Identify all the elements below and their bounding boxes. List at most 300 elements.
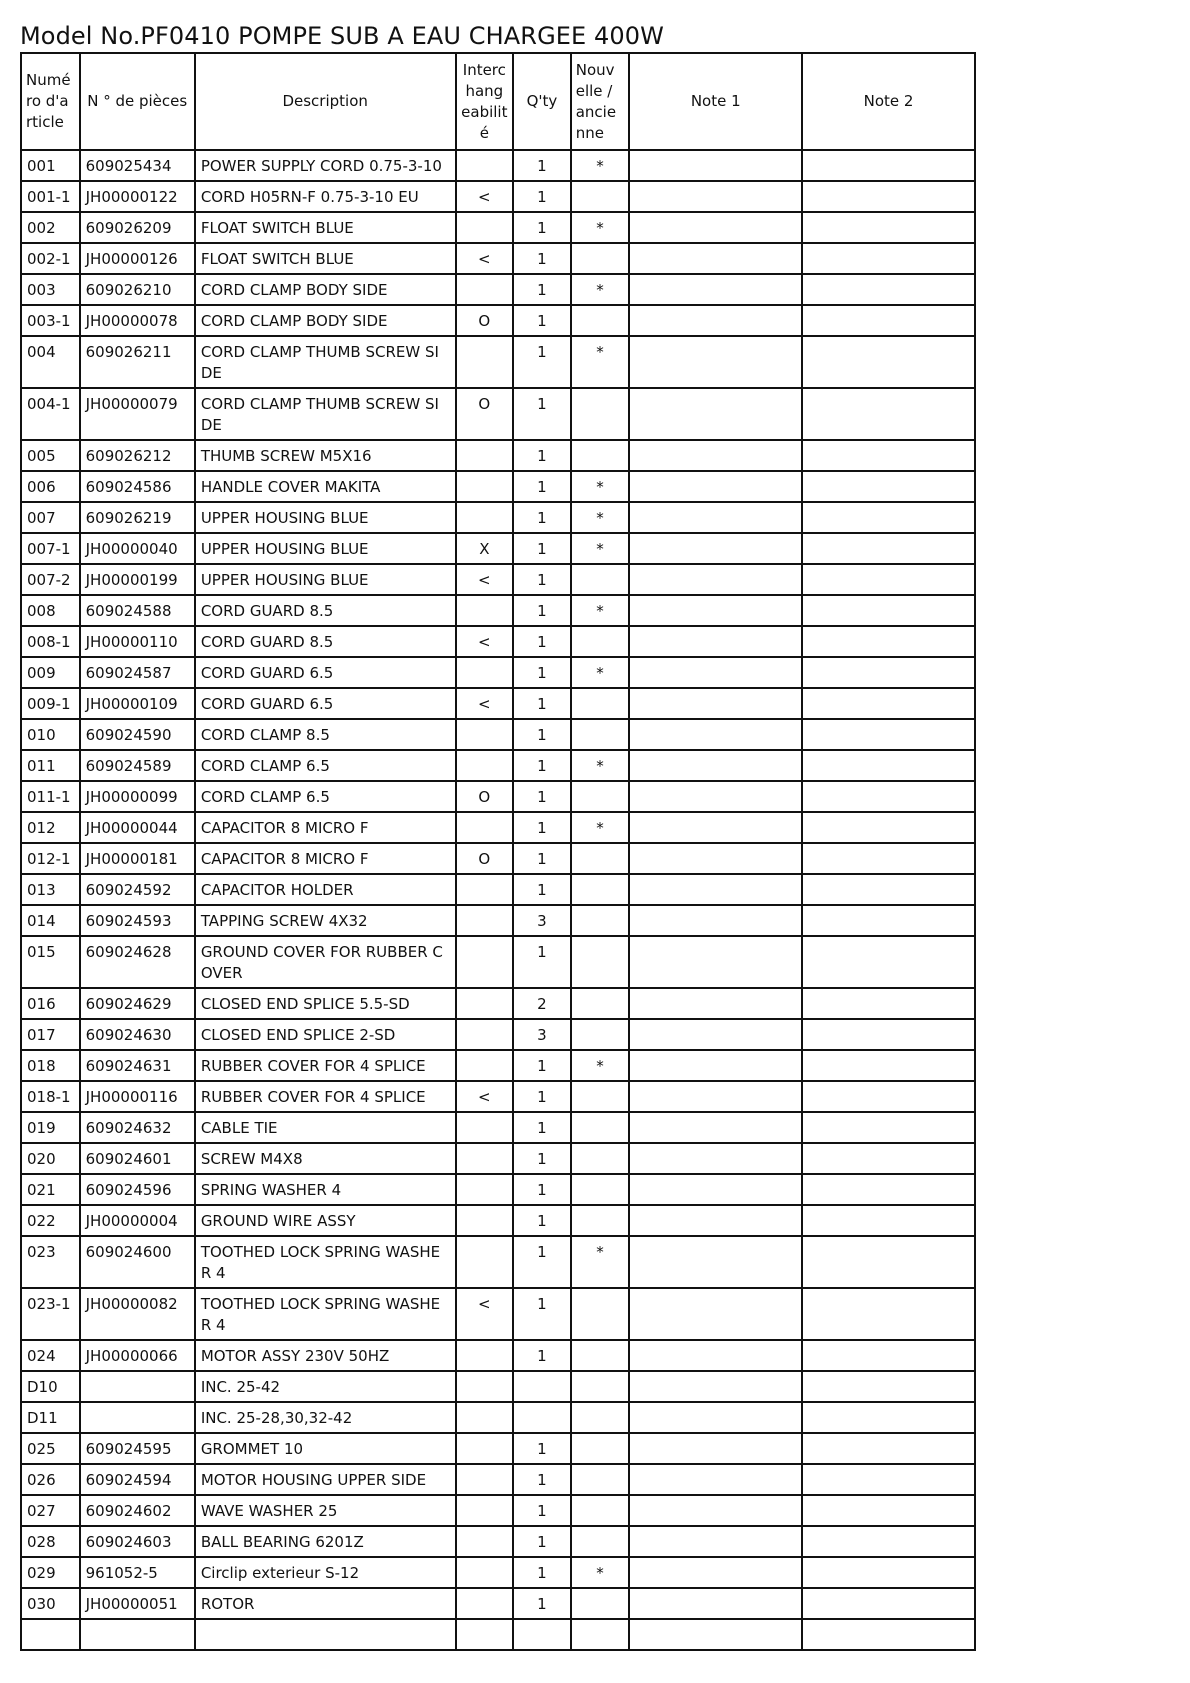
note-1-cell (629, 657, 802, 688)
note-1-cell (629, 1371, 802, 1402)
header-new-old: Nouv elle / ancie nne (571, 53, 630, 150)
note-2-cell (802, 936, 975, 988)
note-2-cell (802, 243, 975, 274)
article-no-cell: 022 (21, 1205, 80, 1236)
new-old-cell (571, 1081, 630, 1112)
note-1-cell (629, 440, 802, 471)
description-cell: CAPACITOR 8 MICRO F (195, 812, 456, 843)
interchangeability-cell: < (456, 243, 514, 274)
note-1-cell (629, 1464, 802, 1495)
note-1-cell (629, 843, 802, 874)
part-no-cell (80, 1619, 195, 1650)
description-cell: CLOSED END SPLICE 5.5-SD (195, 988, 456, 1019)
note-1-cell (629, 1143, 802, 1174)
article-no-cell: 001-1 (21, 181, 80, 212)
note-1-cell (629, 1288, 802, 1340)
table-row (21, 1050, 975, 1081)
new-old-cell: * (571, 1236, 630, 1288)
description-cell: CAPACITOR HOLDER (195, 874, 456, 905)
article-no-cell: 021 (21, 1174, 80, 1205)
article-no-cell: 019 (21, 1112, 80, 1143)
description-cell: HANDLE COVER MAKITA (195, 471, 456, 502)
new-old-cell (571, 1371, 630, 1402)
part-no-cell: 609024595 (80, 1433, 195, 1464)
description-cell: TAPPING SCREW 4X32 (195, 905, 456, 936)
table-row (21, 843, 975, 874)
note-2-cell (802, 1205, 975, 1236)
part-no-cell: 609024593 (80, 905, 195, 936)
article-no-cell: 015 (21, 936, 80, 988)
part-no-cell: JH00000099 (80, 781, 195, 812)
note-2-cell (802, 212, 975, 243)
description-cell: CORD CLAMP 6.5 (195, 781, 456, 812)
article-no-cell: 002-1 (21, 243, 80, 274)
article-no-cell: 030 (21, 1588, 80, 1619)
part-no-cell: 609024631 (80, 1050, 195, 1081)
article-no-cell: 016 (21, 988, 80, 1019)
description-cell: CORD GUARD 6.5 (195, 688, 456, 719)
description-cell: CAPACITOR 8 MICRO F (195, 843, 456, 874)
note-1-cell (629, 1588, 802, 1619)
qty-cell: 1 (513, 688, 571, 719)
part-no-cell: JH00000126 (80, 243, 195, 274)
header-qty: Q'ty (513, 53, 571, 150)
note-2-cell (802, 1619, 975, 1650)
parts-table-body (21, 150, 975, 1650)
header-description: Description (195, 53, 456, 150)
qty-cell: 1 (513, 936, 571, 988)
table-row (21, 1588, 975, 1619)
note-1-cell (629, 1557, 802, 1588)
note-2-cell (802, 150, 975, 181)
description-cell: FLOAT SWITCH BLUE (195, 243, 456, 274)
description-cell: MOTOR HOUSING UPPER SIDE (195, 1464, 456, 1495)
article-no-cell: 007 (21, 502, 80, 533)
interchangeability-cell (456, 812, 514, 843)
interchangeability-cell (456, 1112, 514, 1143)
note-1-cell (629, 336, 802, 388)
table-row (21, 988, 975, 1019)
article-no-cell: 024 (21, 1340, 80, 1371)
note-1-cell (629, 1112, 802, 1143)
note-2-cell (802, 626, 975, 657)
qty-cell: 3 (513, 905, 571, 936)
table-row (21, 874, 975, 905)
note-2-cell (802, 905, 975, 936)
qty-cell: 1 (513, 1236, 571, 1288)
qty-cell: 1 (513, 533, 571, 564)
qty-cell: 1 (513, 1464, 571, 1495)
new-old-cell (571, 1205, 630, 1236)
article-no-cell: 004-1 (21, 388, 80, 440)
note-2-cell (802, 1495, 975, 1526)
article-no-cell: 010 (21, 719, 80, 750)
note-1-cell (629, 243, 802, 274)
article-no-cell: 003-1 (21, 305, 80, 336)
new-old-cell (571, 936, 630, 988)
table-row (21, 1174, 975, 1205)
table-row (21, 1619, 975, 1650)
article-no-cell: 020 (21, 1143, 80, 1174)
article-no-cell: 014 (21, 905, 80, 936)
table-row (21, 1495, 975, 1526)
header-part-no: N ° de pièces (80, 53, 195, 150)
interchangeability-cell (456, 440, 514, 471)
note-1-cell (629, 471, 802, 502)
interchangeability-cell (456, 1143, 514, 1174)
note-1-cell (629, 1433, 802, 1464)
note-2-cell (802, 388, 975, 440)
part-no-cell: JH00000040 (80, 533, 195, 564)
qty-cell: 1 (513, 874, 571, 905)
table-row (21, 595, 975, 626)
article-no-cell: 023-1 (21, 1288, 80, 1340)
header-note-2: Note 2 (802, 53, 975, 150)
note-1-cell (629, 1236, 802, 1288)
note-2-cell (802, 1371, 975, 1402)
qty-cell: 1 (513, 212, 571, 243)
note-1-cell (629, 1081, 802, 1112)
new-old-cell: * (571, 502, 630, 533)
part-no-cell: JH00000066 (80, 1340, 195, 1371)
note-2-cell (802, 1236, 975, 1288)
note-1-cell (629, 750, 802, 781)
part-no-cell: JH00000078 (80, 305, 195, 336)
note-1-cell (629, 1495, 802, 1526)
interchangeability-cell (456, 719, 514, 750)
note-1-cell (629, 905, 802, 936)
article-no-cell: 013 (21, 874, 80, 905)
new-old-cell (571, 1143, 630, 1174)
article-no-cell (21, 1619, 80, 1650)
interchangeability-cell: X (456, 533, 514, 564)
qty-cell: 1 (513, 388, 571, 440)
interchangeability-cell (456, 274, 514, 305)
new-old-cell: * (571, 533, 630, 564)
new-old-cell: * (571, 336, 630, 388)
part-no-cell: JH00000122 (80, 181, 195, 212)
article-no-cell: 029 (21, 1557, 80, 1588)
qty-cell: 1 (513, 1526, 571, 1557)
table-row (21, 1402, 975, 1433)
article-no-cell: 012 (21, 812, 80, 843)
new-old-cell (571, 688, 630, 719)
qty-cell: 1 (513, 243, 571, 274)
qty-cell: 1 (513, 564, 571, 595)
part-no-cell: 961052-5 (80, 1557, 195, 1588)
description-cell: GROMMET 10 (195, 1433, 456, 1464)
interchangeability-cell (456, 1340, 514, 1371)
interchangeability-cell (456, 657, 514, 688)
qty-cell: 1 (513, 657, 571, 688)
note-2-cell (802, 533, 975, 564)
table-row (21, 181, 975, 212)
table-row (21, 1205, 975, 1236)
article-no-cell: 011-1 (21, 781, 80, 812)
qty-cell: 2 (513, 988, 571, 1019)
new-old-cell (571, 1288, 630, 1340)
description-cell: POWER SUPPLY CORD 0.75-3-10 (195, 150, 456, 181)
new-old-cell (571, 1526, 630, 1557)
new-old-cell (571, 1402, 630, 1433)
part-no-cell: 609024601 (80, 1143, 195, 1174)
article-no-cell: 018-1 (21, 1081, 80, 1112)
note-2-cell (802, 564, 975, 595)
interchangeability-cell: < (456, 1288, 514, 1340)
part-no-cell: 609024632 (80, 1112, 195, 1143)
interchangeability-cell (456, 1619, 514, 1650)
note-2-cell (802, 1433, 975, 1464)
article-no-cell: D10 (21, 1371, 80, 1402)
new-old-cell: * (571, 1050, 630, 1081)
part-no-cell: 609024590 (80, 719, 195, 750)
new-old-cell (571, 1340, 630, 1371)
article-no-cell: 028 (21, 1526, 80, 1557)
table-row (21, 1557, 975, 1588)
interchangeability-cell (456, 150, 514, 181)
description-cell: RUBBER COVER FOR 4 SPLICE (195, 1081, 456, 1112)
description-cell: TOOTHED LOCK SPRING WASHE R 4 (195, 1236, 456, 1288)
interchangeability-cell (456, 1557, 514, 1588)
qty-cell: 1 (513, 719, 571, 750)
article-no-cell: 009-1 (21, 688, 80, 719)
note-2-cell (802, 471, 975, 502)
table-row (21, 1143, 975, 1174)
table-row (21, 471, 975, 502)
table-row (21, 1433, 975, 1464)
qty-cell: 1 (513, 1288, 571, 1340)
qty-cell: 1 (513, 150, 571, 181)
qty-cell: 1 (513, 1081, 571, 1112)
table-row (21, 719, 975, 750)
new-old-cell (571, 564, 630, 595)
note-1-cell (629, 1619, 802, 1650)
new-old-cell (571, 1112, 630, 1143)
new-old-cell (571, 1464, 630, 1495)
part-no-cell: 609025434 (80, 150, 195, 181)
note-1-cell (629, 564, 802, 595)
description-cell: CORD CLAMP BODY SIDE (195, 305, 456, 336)
qty-cell: 1 (513, 440, 571, 471)
article-no-cell: 003 (21, 274, 80, 305)
description-cell: Circlip exterieur S-12 (195, 1557, 456, 1588)
note-1-cell (629, 1019, 802, 1050)
table-row (21, 533, 975, 564)
part-no-cell: 609026210 (80, 274, 195, 305)
description-cell: CORD H05RN-F 0.75-3-10 EU (195, 181, 456, 212)
table-row (21, 1081, 975, 1112)
article-no-cell: 017 (21, 1019, 80, 1050)
note-2-cell (802, 843, 975, 874)
new-old-cell (571, 988, 630, 1019)
new-old-cell: * (571, 750, 630, 781)
qty-cell: 1 (513, 843, 571, 874)
note-1-cell (629, 1174, 802, 1205)
note-1-cell (629, 874, 802, 905)
description-cell: CORD CLAMP 8.5 (195, 719, 456, 750)
description-cell: WAVE WASHER 25 (195, 1495, 456, 1526)
description-cell: INC. 25-42 (195, 1371, 456, 1402)
article-no-cell: 002 (21, 212, 80, 243)
qty-cell: 1 (513, 1050, 571, 1081)
new-old-cell: * (571, 471, 630, 502)
note-1-cell (629, 936, 802, 988)
part-no-cell: 609024596 (80, 1174, 195, 1205)
interchangeability-cell (456, 1019, 514, 1050)
note-1-cell (629, 181, 802, 212)
header-interchangeability: Interc hang eabilit é (456, 53, 514, 150)
qty-cell: 1 (513, 1340, 571, 1371)
description-cell: CLOSED END SPLICE 2-SD (195, 1019, 456, 1050)
note-1-cell (629, 988, 802, 1019)
interchangeability-cell (456, 874, 514, 905)
part-no-cell: 609024603 (80, 1526, 195, 1557)
article-no-cell: 011 (21, 750, 80, 781)
table-row (21, 274, 975, 305)
note-2-cell (802, 274, 975, 305)
table-row (21, 1526, 975, 1557)
interchangeability-cell (456, 1526, 514, 1557)
new-old-cell: * (571, 212, 630, 243)
table-row (21, 1019, 975, 1050)
description-cell: SPRING WASHER 4 (195, 1174, 456, 1205)
interchangeability-cell (456, 1174, 514, 1205)
qty-cell (513, 1619, 571, 1650)
note-1-cell (629, 388, 802, 440)
note-2-cell (802, 812, 975, 843)
part-no-cell: 609024600 (80, 1236, 195, 1288)
description-cell: SCREW M4X8 (195, 1143, 456, 1174)
description-cell: ROTOR (195, 1588, 456, 1619)
header-article-no: Numé ro d'a rticle (21, 53, 80, 150)
article-no-cell: D11 (21, 1402, 80, 1433)
description-cell: CORD CLAMP BODY SIDE (195, 274, 456, 305)
part-no-cell: JH00000079 (80, 388, 195, 440)
interchangeability-cell (456, 1495, 514, 1526)
part-no-cell: 609026209 (80, 212, 195, 243)
new-old-cell (571, 388, 630, 440)
note-2-cell (802, 440, 975, 471)
note-2-cell (802, 336, 975, 388)
interchangeability-cell (456, 905, 514, 936)
article-no-cell: 009 (21, 657, 80, 688)
table-row (21, 212, 975, 243)
interchangeability-cell (456, 595, 514, 626)
part-no-cell (80, 1402, 195, 1433)
note-2-cell (802, 1019, 975, 1050)
qty-cell: 1 (513, 1174, 571, 1205)
part-no-cell: 609024587 (80, 657, 195, 688)
interchangeability-cell (456, 750, 514, 781)
note-1-cell (629, 150, 802, 181)
article-no-cell: 007-2 (21, 564, 80, 595)
interchangeability-cell (456, 936, 514, 988)
note-1-cell (629, 1526, 802, 1557)
part-no-cell: 609024629 (80, 988, 195, 1019)
new-old-cell: * (571, 812, 630, 843)
interchangeability-cell (456, 471, 514, 502)
table-row (21, 1371, 975, 1402)
new-old-cell (571, 243, 630, 274)
note-1-cell (629, 1402, 802, 1433)
note-2-cell (802, 657, 975, 688)
new-old-cell (571, 1495, 630, 1526)
qty-cell (513, 1371, 571, 1402)
new-old-cell (571, 1019, 630, 1050)
part-no-cell: 609026211 (80, 336, 195, 388)
note-2-cell (802, 595, 975, 626)
description-cell: CORD GUARD 6.5 (195, 657, 456, 688)
qty-cell: 1 (513, 181, 571, 212)
note-1-cell (629, 274, 802, 305)
note-1-cell (629, 719, 802, 750)
note-1-cell (629, 502, 802, 533)
new-old-cell: * (571, 1557, 630, 1588)
table-row (21, 502, 975, 533)
description-cell: CORD CLAMP THUMB SCREW SI DE (195, 336, 456, 388)
note-2-cell (802, 1557, 975, 1588)
interchangeability-cell: O (456, 843, 514, 874)
table-header-row (21, 53, 975, 150)
description-cell: BALL BEARING 6201Z (195, 1526, 456, 1557)
interchangeability-cell: O (456, 781, 514, 812)
note-2-cell (802, 1340, 975, 1371)
description-cell: CORD CLAMP 6.5 (195, 750, 456, 781)
description-cell (195, 1619, 456, 1650)
article-no-cell: 007-1 (21, 533, 80, 564)
qty-cell: 1 (513, 595, 571, 626)
table-row (21, 1236, 975, 1288)
table-row (21, 688, 975, 719)
note-1-cell (629, 626, 802, 657)
new-old-cell: * (571, 274, 630, 305)
interchangeability-cell (456, 1433, 514, 1464)
note-2-cell (802, 781, 975, 812)
interchangeability-cell (456, 1050, 514, 1081)
table-row (21, 750, 975, 781)
note-2-cell (802, 1402, 975, 1433)
table-row (21, 336, 975, 388)
part-no-cell: 609026212 (80, 440, 195, 471)
part-no-cell (80, 1371, 195, 1402)
interchangeability-cell: < (456, 564, 514, 595)
new-old-cell (571, 626, 630, 657)
part-no-cell: 609024594 (80, 1464, 195, 1495)
article-no-cell: 001 (21, 150, 80, 181)
interchangeability-cell (456, 1402, 514, 1433)
description-cell: THUMB SCREW M5X16 (195, 440, 456, 471)
part-no-cell: 609024592 (80, 874, 195, 905)
table-row (21, 812, 975, 843)
part-no-cell: JH00000004 (80, 1205, 195, 1236)
description-cell: UPPER HOUSING BLUE (195, 502, 456, 533)
new-old-cell (571, 1619, 630, 1650)
article-no-cell: 005 (21, 440, 80, 471)
table-row (21, 150, 975, 181)
article-no-cell: 004 (21, 336, 80, 388)
article-no-cell: 026 (21, 1464, 80, 1495)
part-no-cell: JH00000044 (80, 812, 195, 843)
table-row (21, 1288, 975, 1340)
description-cell: GROUND COVER FOR RUBBER C OVER (195, 936, 456, 988)
note-1-cell (629, 781, 802, 812)
article-no-cell: 027 (21, 1495, 80, 1526)
new-old-cell (571, 719, 630, 750)
qty-cell: 1 (513, 471, 571, 502)
note-1-cell (629, 595, 802, 626)
table-row (21, 657, 975, 688)
table-row (21, 243, 975, 274)
